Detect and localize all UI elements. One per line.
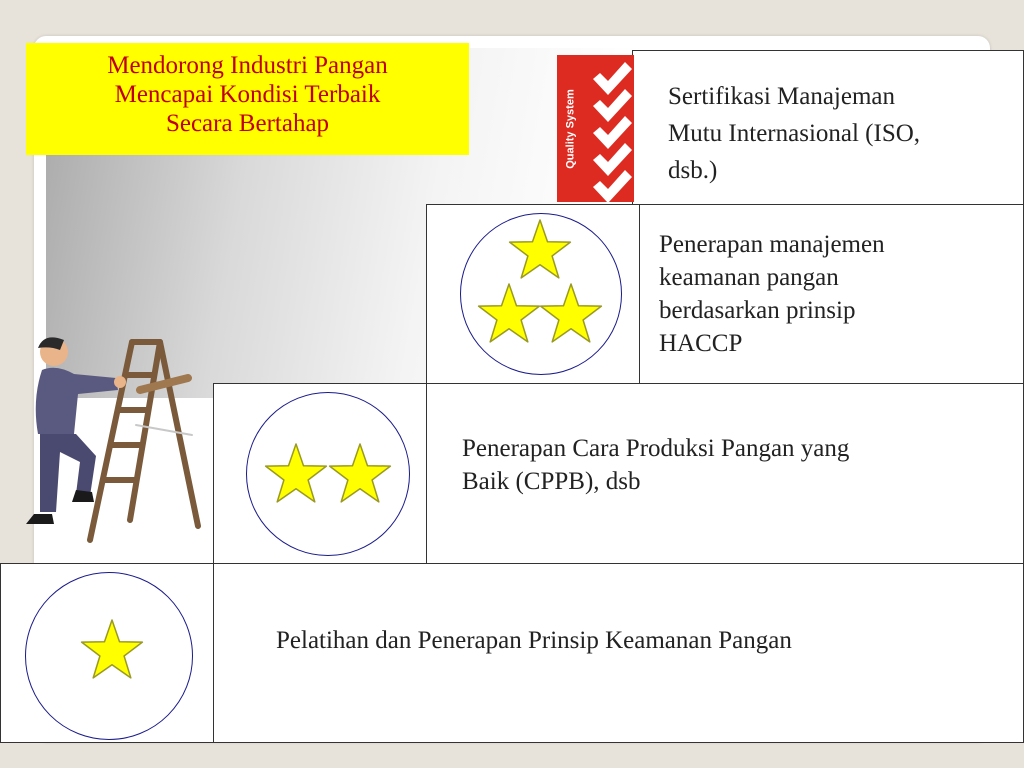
level-3-line: berdasarkan prinsip — [659, 297, 856, 324]
level-3-line: keamanan pangan — [659, 264, 839, 291]
star-icon — [330, 444, 391, 502]
title-line: Secara Bertahap — [165, 110, 330, 137]
quality-system-label: Quality System — [564, 89, 577, 169]
star-icon — [479, 284, 540, 342]
man-climbing-ladder-illustration — [20, 330, 220, 550]
star-icon — [266, 444, 327, 502]
level-2-line: Penerapan Cara Produksi Pangan yang — [462, 435, 850, 462]
title-line: Mencapai Kondisi Terbaik — [114, 81, 381, 108]
level-4-line: Mutu Internasional (ISO, — [668, 120, 921, 147]
star-icon — [541, 284, 602, 342]
level-2-line: Baik (CPPB), dsb — [462, 468, 641, 495]
level-4-line: Sertifikasi Manajeman — [668, 83, 896, 110]
ladder-icon — [90, 342, 198, 540]
star-icon — [510, 220, 571, 278]
level-3-line: Penerapan manajemen — [659, 231, 885, 258]
title-line: Mendorong Industri Pangan — [107, 52, 388, 79]
level-4-line: dsb.) — [668, 157, 718, 184]
star-icon — [82, 620, 143, 678]
level-1-line: Pelatihan dan Penerapan Prinsip Keamanan Pangan — [276, 627, 792, 654]
level-3-line: HACCP — [659, 330, 743, 357]
